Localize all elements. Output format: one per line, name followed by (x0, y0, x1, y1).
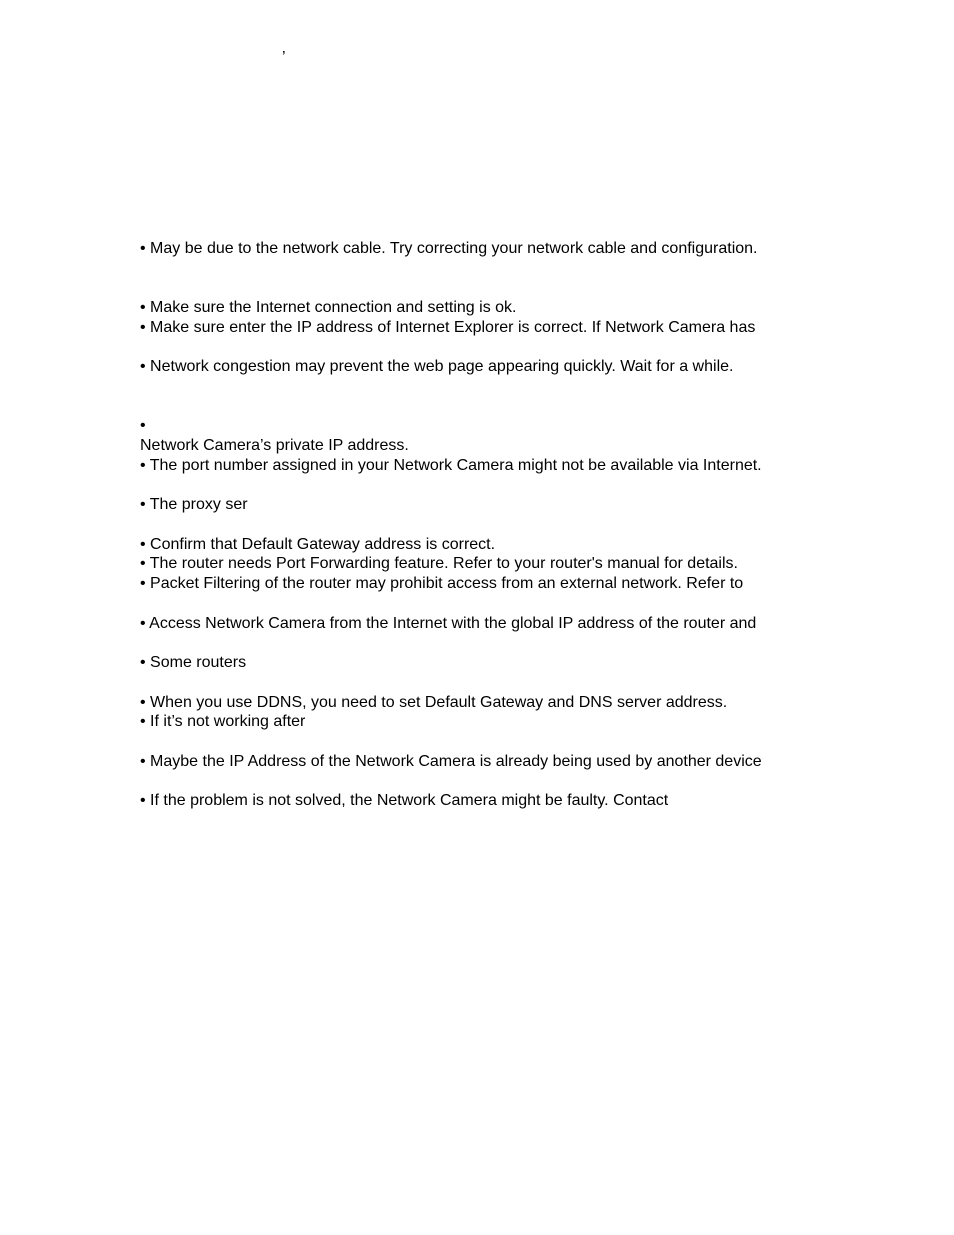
text-line: • The port number assigned in your Network Camera might not be available via Internet. (140, 457, 762, 474)
text-line: • Some routers (140, 654, 247, 671)
text-line: • If it’s not working after (140, 713, 306, 730)
text-line: • (140, 417, 146, 434)
text-line: • If the problem is not solved, the Network Camera might be faulty. Contact (140, 792, 669, 809)
text-line: • Access Network Camera from the Internet with the global IP address of the router and (140, 615, 757, 632)
text-line: • May be due to the network cable. Try correcting your network cable and configuration. (140, 240, 758, 257)
text-line: • Network congestion may prevent the web page appearing quickly. Wait for a while. (140, 358, 734, 375)
text-line: • The proxy ser (140, 496, 248, 513)
text-line: • Make sure the Internet connection and setting is ok. (140, 299, 517, 316)
stray-mark: ’ (282, 49, 286, 66)
text-line: • Packet Filtering of the router may prohibit access from an external network. Refer to (140, 575, 744, 592)
text-line: • Confirm that Default Gateway address is correct. (140, 536, 496, 553)
text-line: • Maybe the IP Address of the Network Camera is already being used by another device (140, 753, 762, 770)
text-line: • Make sure enter the IP address of Internet Explorer is correct. If Network Camera has (140, 319, 756, 336)
text-line: Network Camera’s private IP address. (140, 437, 409, 454)
text-line: • The router needs Port Forwarding feature. Refer to your router's manual for details. (140, 555, 738, 572)
text-line: • When you use DDNS, you need to set Default Gateway and DNS server address. (140, 694, 728, 711)
